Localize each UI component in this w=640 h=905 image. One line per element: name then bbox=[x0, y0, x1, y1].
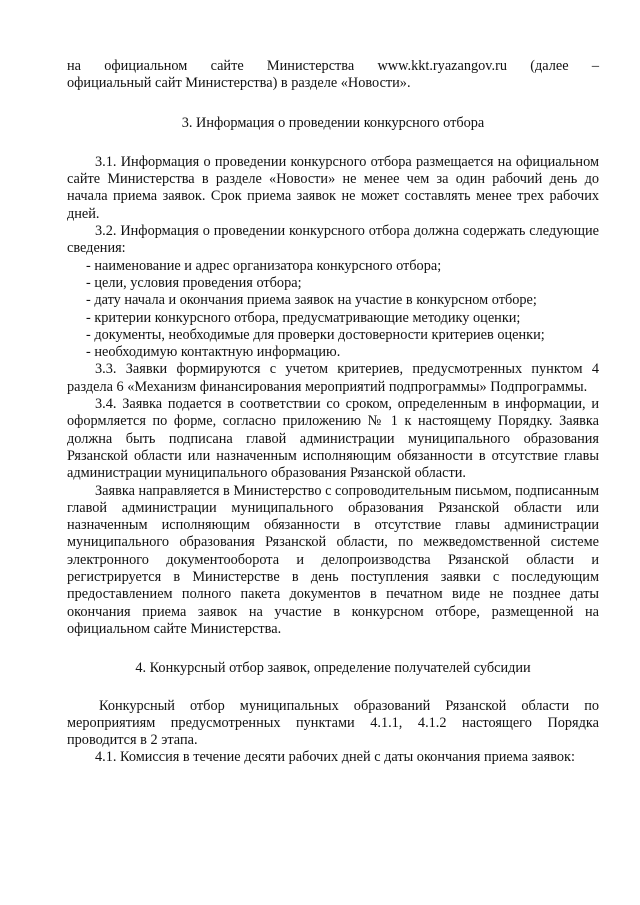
paragraph-3-3: 3.3. Заявки формируются с учетом критериев, предусмотренных пунктом 4 раздела 6 «Механизм финансирования мероприятий подпрограммы» Подпрограммы. bbox=[67, 361, 599, 395]
section-3-heading: 3. Информация о проведении конкурсного отбора bbox=[181, 114, 485, 131]
paragraph-3-4: 3.4. Заявка подается в соответствии со сроком, определенным в информации, и оформляется по форме, согласно приложению № 1 к настоящему Порядку. Заявка должна быть подписана главой администрации муниципального образования Рязанской области или назначенным исполняющим обязанности в отсутствие главы администрации муниципального образования Рязанской области. bbox=[67, 396, 599, 482]
list-item: - наименование и адрес организатора конкурсного отбора; bbox=[86, 257, 442, 274]
section-4-heading: 4. Конкурсный отбор заявок, определение получателей субсидии bbox=[135, 660, 531, 677]
list-item: - цели, условия проведения отбора; bbox=[86, 274, 302, 291]
intro-line-2: официальный сайт Министерства) в разделе «Новости». bbox=[67, 75, 411, 92]
paragraph-3-2: 3.2. Информация о проведении конкурсного отбора должна содержать следующие сведения: bbox=[67, 223, 599, 257]
info-list bbox=[67, 258, 599, 362]
list-item: - критерии конкурсного отбора, предусматривающие методику оценки; bbox=[86, 309, 521, 326]
list-item: - дату начала и окончания приема заявок на участие в конкурсном отборе; bbox=[86, 292, 537, 309]
paragraph-3-1: 3.1. Информация о проведении конкурсного отбора размещается на официальном сайте Министерства в разделе «Новости» не менее чем за один рабочий день до начала приема заявок. Срок приема заявок не может составлять менее трех рабочих дней. bbox=[67, 153, 599, 222]
paragraph-4-intro: Конкурсный отбор муниципальных образований Рязанской области по мероприятиям предусмотренных пунктами 4.1.1, 4.1.2 настоящего Порядка проводится в 2 этапа. bbox=[67, 697, 599, 749]
paragraph-4-1: 4.1. Комиссия в течение десяти рабочих дней с даты окончания приема заявок: bbox=[95, 749, 575, 766]
paragraph-3-4-submission: Заявка направляется в Министерство с сопроводительным письмом, подписанным главой администрации муниципального образования Рязанской области или назначенным исполняющим обязанности в отсутствие главы администрации муниципального образования Рязанской области, по межведомственной системе электронного документооборота и делопроизводства Рязанской области и регистрируется в Министерстве в день поступления заявки с последующим предоставлением полного пакета документов в печатном виде не позднее даты окончания приема заявок на участие в конкурсном отборе, размещенной на официальном сайте Министерства. bbox=[67, 482, 599, 637]
intro-line-1: на официальном сайте Министерства www.kkt.ryazangov.ru (далее – bbox=[67, 58, 599, 74]
document-page bbox=[67, 58, 599, 767]
list-item: - документы, необходимые для проверки достоверности критериев оценки; bbox=[86, 326, 545, 343]
list-item: - необходимую контактную информацию. bbox=[86, 344, 341, 361]
